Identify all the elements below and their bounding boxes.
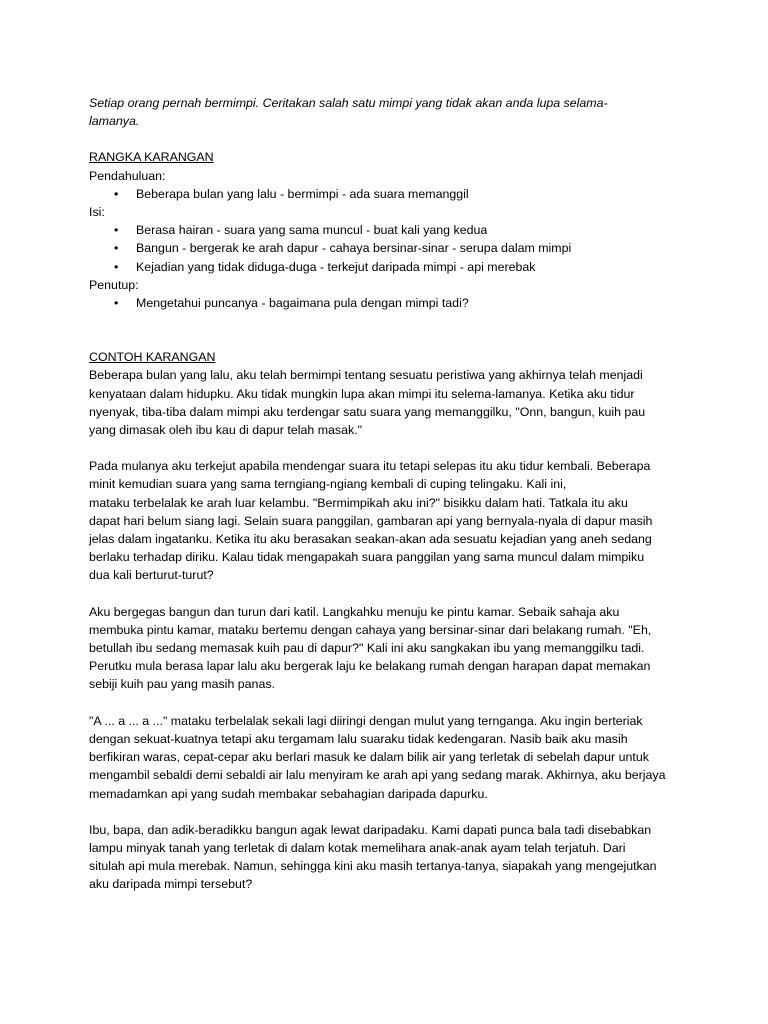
essay-paragraph-5: Ibu, bapa, dan adik-beradikku bangun agak lewat daripadaku. Kami dapati punca bala tadi disebabkan lampu minyak tanah yang terletak di dalam kotak memelihara anak-anak ayam telah terjatuh. Dari situlah api mula merebak. Namun, sehingga kini aku masih tertanya-tanya, siapakah yang mengejutkan aku daripada mimpi tersebut? — [89, 822, 657, 892]
body-list — [89, 221, 689, 276]
body-label: Isi: — [89, 205, 105, 220]
bullet-icon: • — [114, 186, 119, 201]
intro-label: Pendahuluan: — [89, 168, 166, 183]
list-item-text: Mengetahui puncanya - bagaimana pula dengan mimpi tadi? — [136, 296, 469, 311]
bullet-icon: • — [114, 241, 119, 256]
bullet-icon: • — [114, 296, 119, 311]
list-item-text: Berasa hairan - suara yang sama muncul - buat kali yang kedua — [136, 223, 488, 238]
list-item-text: Beberapa bulan yang lalu - bermimpi - ada suara memanggil — [136, 186, 469, 201]
bullet-icon: • — [114, 259, 119, 274]
body-item — [89, 221, 689, 239]
essay-paragraph-4: "A ... a ... a ..." mataku terbelalak sekali lagi diiringi dengan mulut yang ternganga. Aku ingin berteriak dengan sekuat-kuatnya tetapi aku tergamam lalu suaraku tidak kedengaran. Nasib baik aku masih berfikiran waras, cepat-cepar aku berlari masuk ke dalam bilik air yang terletak di sebelah dapur untuk mengambil sebaldi demi sebaldi air lalu menyiram ke arah api yang sedang marak. Akhirnya, aku berjaya memadamkan api yang sudah membakar sebahagian daripada dapurku. — [89, 713, 666, 801]
essay-paragraph-2: Pada mulanya aku terkejut apabila mendengar suara itu tetapi selepas itu aku tidur kembali. Beberapa minit kemudian suara yang sama terngiang-ngiang kembali di cuping telingaku. Kali ini, mataku terbelalak ke arah luar kelambu. "Bermimpikah aku ini?" bisikku dalam hati. Tatkala itu aku dapat hari belum siang lagi. Selain suara panggilan, gambaran api yang bernyala-nyala di dapur masih jelas dalam ingatanku. Ketika itu aku berasakan seakan-akan ada sesuatu kejadian yang aneh sedang berlaku terhadap diriku. Kalau tidak mengapakah suara panggilan yang sama muncul dalam mimpiku dua kali berturut-turut? — [89, 459, 653, 583]
closing-item — [89, 294, 689, 312]
list-item-text: Kejadian yang tidak diduga-duga - terkejut daripada mimpi - api merebak — [136, 259, 536, 274]
body-item — [89, 258, 689, 276]
closing-label: Penutup: — [89, 277, 139, 292]
outline-heading: RANGKA KARANGAN — [89, 150, 214, 165]
list-item-text: Bangun - bergerak ke arah dapur - cahaya bersinar-sinar - serupa dalam mimpi — [136, 241, 572, 256]
essay-paragraph-1: Beberapa bulan yang lalu, aku telah bermimpi tentang sesuatu peristiwa yang akhirnya telah menjadi kenyataan dalam hidupku. Aku tidak mungkin lupa akan mimpi itu selema-lamanya. Ketika aku tidur nyenyak, tiba-tiba dalam mimpi aku terdengar satu suara yang memanggilku, "Onn, bangun, kuih pau yang dimasak oleh ibu kau di dapur telah masak." — [89, 368, 646, 438]
closing-list — [89, 294, 689, 312]
document-content — [89, 94, 689, 894]
body-item — [89, 239, 689, 257]
essay-paragraph-3: Aku bergegas bangun dan turun dari katil. Langkahku menuju ke pintu kamar. Sebaik sahaja aku membuka pintu kamar, mataku bertemu dengan cahaya yang bersinar-sinar dari belakang rumah. "Eh, betullah ibu sedang memasak kuih pau di dapur?" Kali ini aku sangkakan ibu yang memanggilku tadi. Perutku mula berasa lapar lalu aku bergerak laju ke belakang rumah dengan harapan dapat memakan sebiji kuih pau yang masih panas. — [89, 604, 652, 692]
essay-prompt: Setiap orang pernah bermimpi. Ceritakan salah satu mimpi yang tidak akan anda lupa selama- lamanya. — [89, 96, 608, 129]
intro-list — [89, 185, 689, 203]
bullet-icon: • — [114, 223, 119, 238]
intro-item — [89, 185, 689, 203]
essay-heading: CONTOH KARANGAN — [89, 350, 216, 365]
